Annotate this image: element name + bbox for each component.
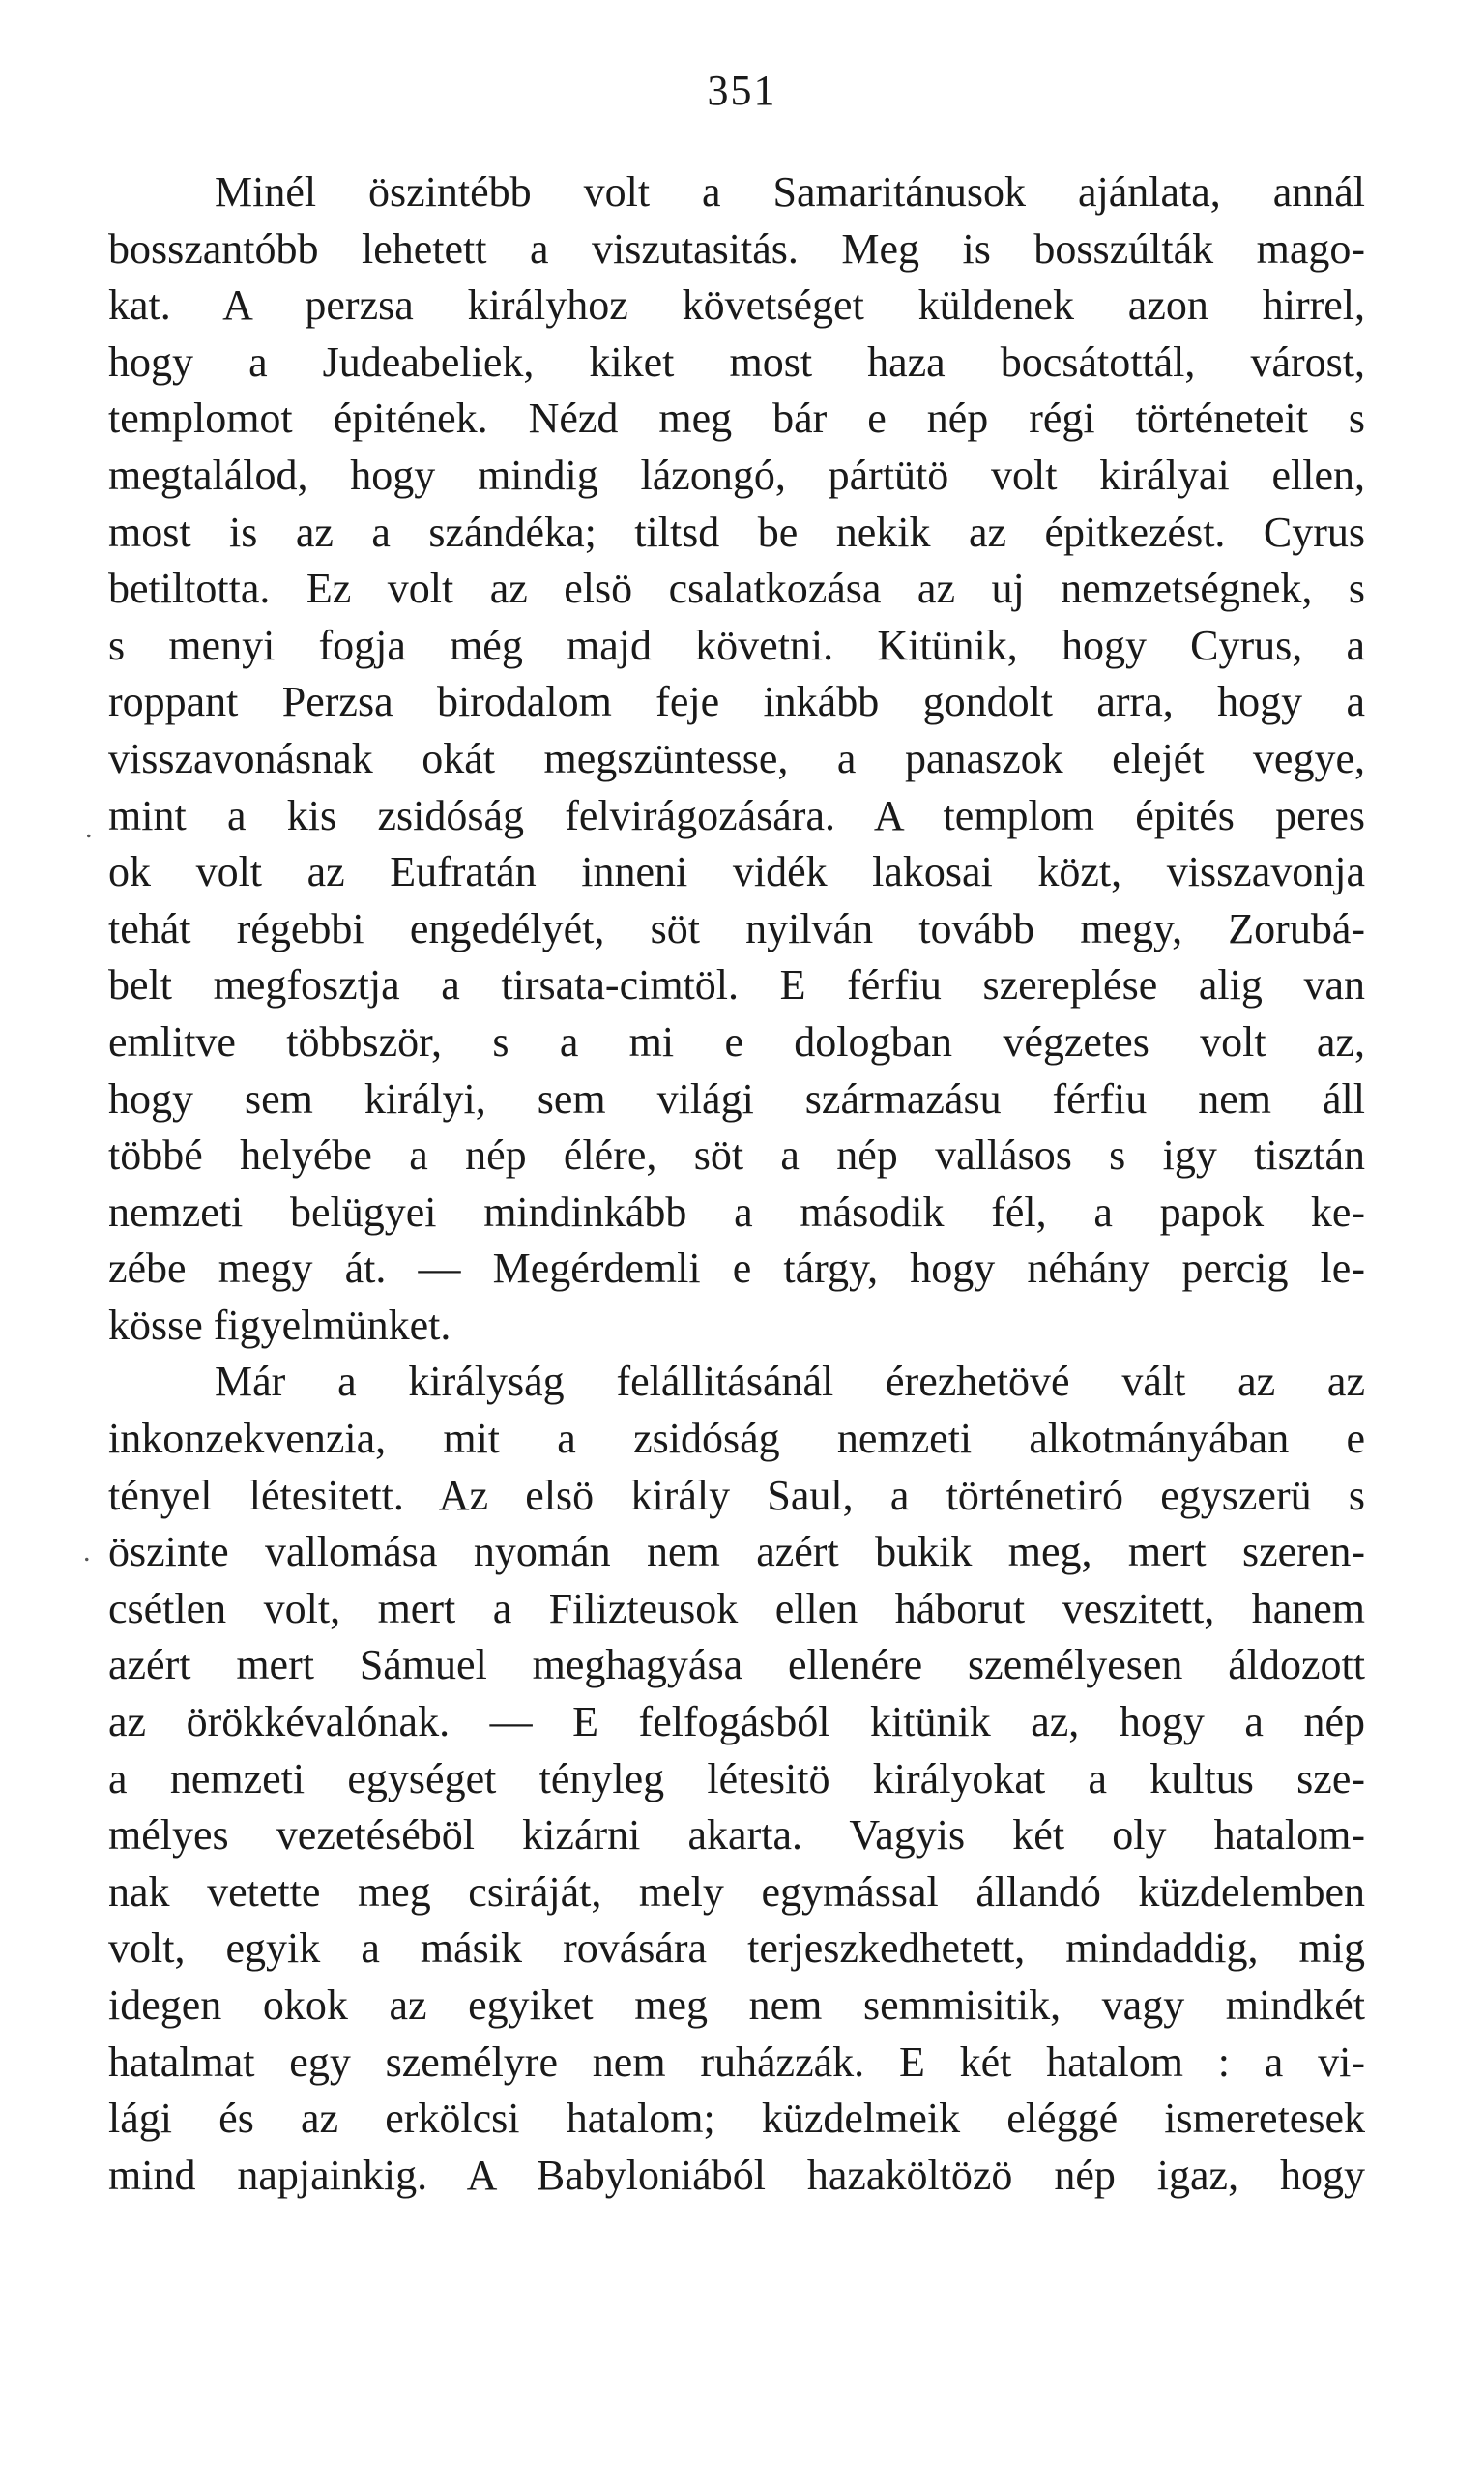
text-line: kösse figyelmünket. [108, 1301, 451, 1349]
text-line: tényel létesitett. Az elsö király Saul, a történetiró egyszerü s [108, 1471, 1365, 1519]
text-line: bosszantóbb lehetett a viszutasitás. Meg is bosszúlták mago- [108, 224, 1365, 273]
text-line: azért mert Sámuel meghagyása ellenére személyesen áldozott [108, 1641, 1365, 1689]
text-line: öszinte vallomása nyomán nem azért bukik meg, mert szeren- [108, 1528, 1365, 1576]
text-line: megtalálod, hogy mindig lázongó, pártütö volt királyai ellen, [108, 451, 1365, 499]
text-line: nemzeti belügyei mindinkább a második fél, a papok ke- [108, 1187, 1365, 1236]
text-line: a nemzeti egységet tényleg létesitö királyokat a kultus sze- [108, 1754, 1365, 1802]
text-line: kat. A perzsa királyhoz követséget küldenek azon hirrel, [108, 281, 1365, 330]
text-line: Minél öszintébb volt a Samaritánusok ajánlata, annál [215, 168, 1365, 216]
text-line: emlitve többször, s a mi e dologban végzetes volt az, [108, 1017, 1365, 1066]
text-line: zébe megy át. — Megérdemli e tárgy, hogy néhány percig le- [108, 1245, 1365, 1293]
text-line: hogy sem királyi, sem világi származásu férfiu nem áll [108, 1074, 1365, 1123]
body-text [108, 164, 1365, 2204]
text-line: inkonzekvenzia, mit a zsidóság nemzeti alkotmányában e [108, 1415, 1365, 1463]
text-line: mind napjainkig. A Babyloniából hazaköltözö nép igaz, hogy [108, 2151, 1365, 2199]
text-line: Már a királyság felállitásánál érezhetövé vált az az [215, 1358, 1365, 1406]
text-line: az örökkévalónak. — E felfogásból kitünik az, hogy a nép [108, 1698, 1365, 1746]
text-line: mint a kis zsidóság felvirágozására. A templom épités peres [108, 791, 1365, 839]
text-line: most is az a szándéka; tiltsd be nekik az épitkezést. Cyrus [108, 508, 1365, 556]
text-line: belt megfosztja a tirsata-cimtöl. E férfiu szereplése alig van [108, 961, 1365, 1010]
text-line: s menyi fogja még majd követni. Kitünik, hogy Cyrus, a [108, 621, 1365, 669]
text-line: többé helyébe a nép élére, söt a nép vallásos s igy tisztán [108, 1131, 1365, 1180]
stray-mark: . [85, 812, 93, 844]
text-line: nak vetette meg csiráját, mely egymással állandó küzdelemben [108, 1867, 1365, 1916]
text-line: mélyes vezetéséböl kizárni akarta. Vagyis két oly hatalom- [108, 1811, 1365, 1860]
page-number: 351 [707, 67, 777, 114]
text-line: templomot épitének. Nézd meg bár e nép régi történeteit s [108, 395, 1365, 443]
text-line: csétlen volt, mert a Filizteusok ellen háborut veszitett, hanem [108, 1584, 1365, 1632]
text-line: hogy a Judeabeliek, kiket most haza bocsátottál, várost, [108, 337, 1365, 386]
text-line: tehát régebbi engedélyét, söt nyilván tovább megy, Zorubá- [108, 904, 1365, 952]
text-line: ok volt az Eufratán inneni vidék lakosai közt, visszavonja [108, 848, 1365, 896]
text-line: lági és az erkölcsi hatalom; küzdelmeik eléggé ismeretesek [108, 2095, 1365, 2143]
text-line: volt, egyik a másik rovására terjeszkedhetett, mindaddig, mig [108, 1924, 1365, 1973]
stray-mark: . [83, 1536, 91, 1568]
text-line: idegen okok az egyiket meg nem semmisitik, vagy mindkét [108, 1981, 1365, 2029]
text-line: visszavonásnak okát megszüntesse, a panaszok elejét vegye, [108, 734, 1365, 782]
text-line: betiltotta. Ez volt az elsö csalatkozása az uj nemzetségnek, s [108, 565, 1365, 613]
text-line: roppant Perzsa birodalom feje inkább gondolt arra, hogy a [108, 678, 1365, 726]
text-line: hatalmat egy személyre nem ruházzák. E két hatalom : a vi- [108, 2037, 1365, 2086]
